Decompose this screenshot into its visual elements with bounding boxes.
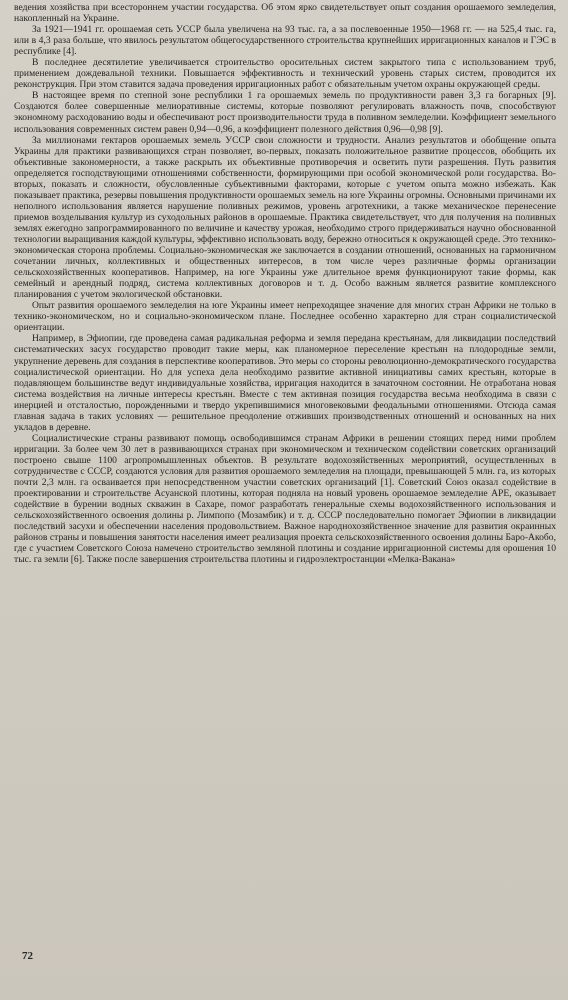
paragraph-5: За миллионами гектаров орошаемых земель УССР свои сложности и трудности. Анализ результатов и обобщение опыта Украины для практики развивающихся стран позволяет, во-первых, показать положительное развитие процессов, обобщить их объективные закономерности, а также раскрыть их объективные противоречия и осветить пути разрешения. Путь развития определяется господствующими отношениями собственности, формирующими при особой экономической роли государства. Во-вторых, показать и сложности, обусловленные субъективными факторами, которые с учетом опыта можно избежать. Как показывает практика, резервы повышения продуктивности орошаемых земель на юге Украины огромны. Основными причинами их неполного использования является нарушение поливных режимов, уровень агротехники, а также механическое перенесение приемов возделывания культур из суходольных районов в орошаемые. Практика свидетельствует, что для получения на поливных землях ежегодно запрограммированного по величине и качеству урожая, необходимо строго придерживаться научно обоснованной технологии выращивания каждой культуры, эффективно использовать воду, бережно относиться к окружающей среде. Это технико-экономическая сторона проблемы. Социально-экономическая же заключается в создании отношений, основанных на гармоничном сочетании личных, коллективных и общественных интересов, в том числе через различные формы организации сельскохозяйственных кооперативов. Например, на юге Украины уже длительное время функционируют такие формы, как семейный и арендный подряд, система коллективных договоров и т. д. Особо важным является развитие комплексного планирования с учетом экологической обстановки. [14, 134, 556, 301]
paragraph-6: Опыт развития орошаемого земледелия на юге Украины имеет непреходящее значение для многих стран Африки не только в технико-экономическом, но и социально-экономическом плане. Последнее особенно характерно для стран социалистической ориентации. [14, 300, 556, 334]
paragraph-7: Например, в Эфиопии, где проведена самая радикальная реформа и земля передана крестьянам, для ликвидации последствий систематических засух государство проводит такие меры, как планомерное переселение крестьян на плодородные земли, укрупнение деревень для создания в перспективе кооперативов. Это меры со стороны революционно-демократического государства социалистической ориентации. Но для успеха дела необходимо развитие активной инициативы самих крестьян, которые в подавляющем большинстве ведут индивидуальные хозяйства, ирригация находится в зачаточном состоянии. Не отработана новая система воздействия на личные интересы крестьян. Вместе с тем активная позиция государства весьма необходима в связи с инерцией и отсталостью, порожденными и твердо укрепившимися многовековыми феодальными отношениями. Отсюда самая главная задача в таких условиях — решительное преодоление отживших производственных отношений и основанных на них укладов в деревне. [14, 333, 556, 433]
paragraph-3: В последнее десятилетие увеличивается строительство оросительных систем закрытого типа с использованием труб, применением дождевальной техники. Повышается эффективность и технический уровень старых систем, проводится их реконструкция. При этом ставится задача проведения ирригационных работ с обязательным учетом охраны окружающей среды. [14, 57, 556, 91]
paragraph-8: Социалистические страны развивают помощь освободившимся странам Африки в решении стоящих перед ними проблем ирригации. За более чем 30 лет в развивающихся странах при экономическом и техническом содействии советских организаций построено свыше 1100 агропромышленных объектов. В результате водохозяйственных мероприятий, осуществленных в сотрудничестве с СССР, создаются условия для развития орошаемого земледелия на площади, превышающей 5 млн. га, из которых почти 2,3 млн. га осваивается при непосредственном участии советских организаций [1]. Советский Союз оказал содействие в проектировании и строительстве Асуанской плотины, которая подняла на новый уровень орошаемое земледелие АРЕ, оказывает содействие в бурении водных скважин в Сахаре, помог разработать генеральные схемы водохозяйственного использования и сельскохозяйственного освоения долины р. Лимпопо (Мозамбик) и т. д. СССР последовательно помогает Эфиопии в ликвидации последствий засухи и обеспечении населения продовольствием. Важное народнохозяйственное значение для развития окраинных районов страны и повышения занятости населения имеет реализация проекта сельскохозяйственного освоения долины Баро-Акобо, где с участием Советского Союза намечено строительство земляной плотины и создание ирригационной системы для орошения 10 тыс. га земли [6]. Также после завершения строительства плотины и гидроэлектростанции «Мелка-Вакана» [14, 432, 556, 566]
paragraph-1: ведения хозяйства при всестороннем участии государства. Об этом ярко свидетельствует опыт создания орошаемого земледелия, накопленный на Украине. [14, 2, 556, 25]
paragraph-4: В настоящее время по степной зоне республики 1 га орошаемых земель по продуктивности равен 3,3 га богарных [9]. Создаются более совершенные мелиоративные системы, которые позволяют регулировать влажность почв, способствуют экономному расходованию воды и обеспечивают рост производительности труда в поливном земледелии. Коэффициент земельного использования современных систем равен 0,94—0,96, а коэффициент полезного действия 0,96—0,98 [9]. [14, 90, 556, 135]
paragraph-2: За 1921—1941 гг. орошаемая сеть УССР была увеличена на 93 тыс. га, а за послевоенные 1950—1968 гг. — на 525,4 тыс. га, или в 4,3 раза больше, что явилось результатом общегосударственного строительства крупнейших ирригационных каналов и ГЭС в республике [4]. [14, 24, 556, 58]
page-number: 72 [22, 950, 33, 962]
body-text [14, 2, 556, 565]
